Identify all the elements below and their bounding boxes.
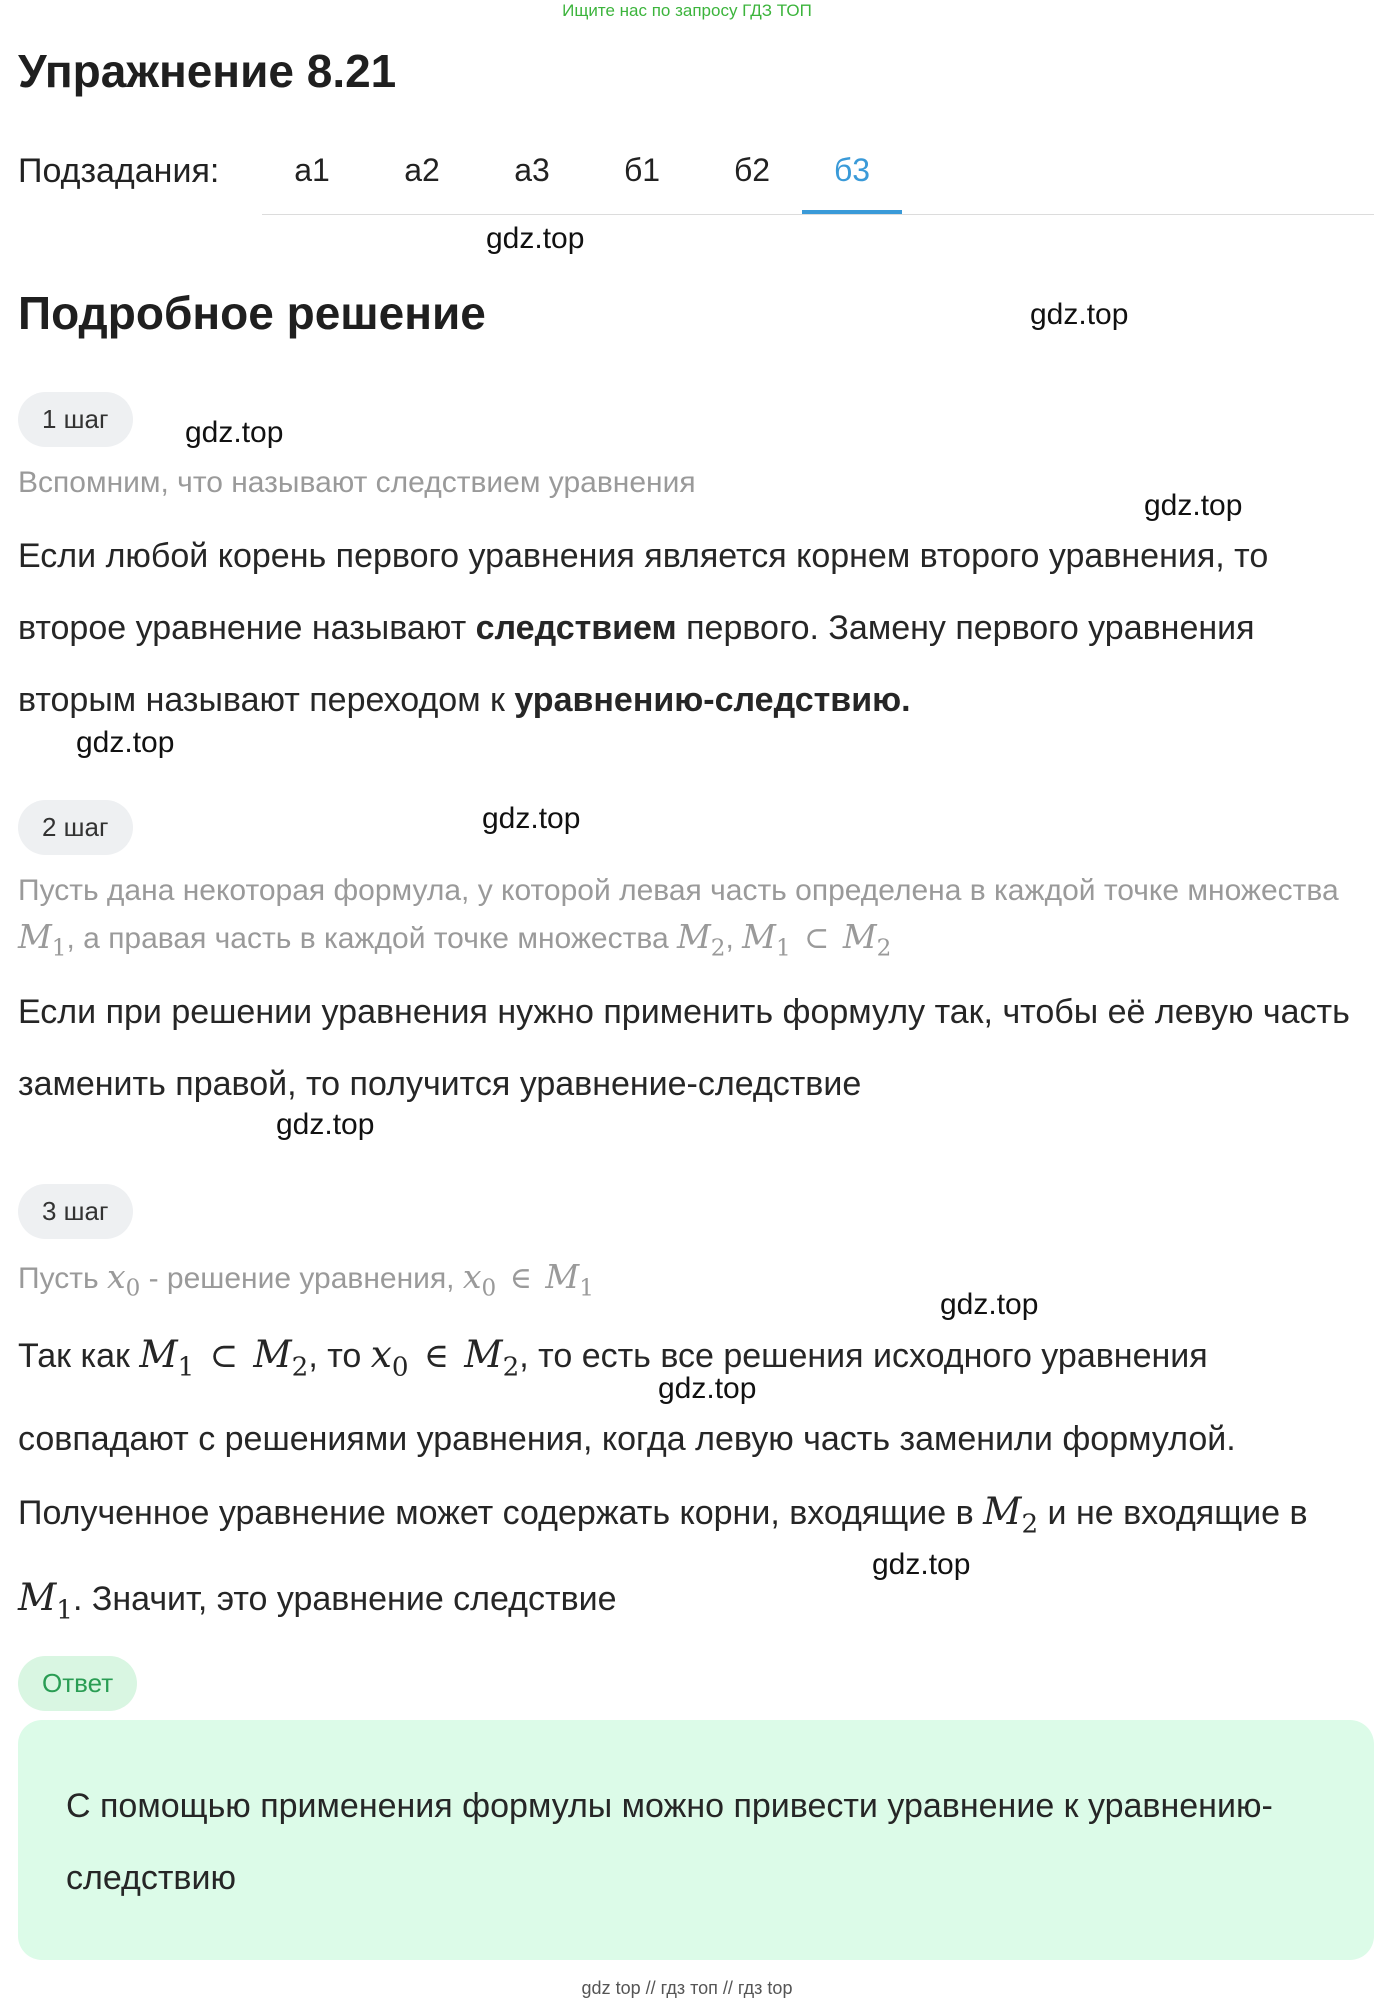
watermark: gdz.top [1144, 489, 1243, 522]
step-3-text: Так как $M_1$ ⊂ $M_2$, то $x_0$ ∈ $M_2$, то есть все решения исходного уравнения совпадают с решениями уравнения, когда левую часть заменили формулой. Полученное уравнение может содержать корни, входящие в $M_2$ и не входящие в $M_1$. Значит, это уравнение следствие [18, 1332, 1308, 1626]
step-2-badge: 2 шаг [18, 800, 133, 855]
tab-a3[interactable]: а3 [514, 152, 550, 188]
tab-b3[interactable]: б3 [802, 150, 902, 189]
bold-term: следствием [475, 609, 677, 647]
tab-a1[interactable]: а1 [294, 152, 330, 188]
watermark: gdz.top [940, 1288, 1039, 1321]
tab-a2[interactable]: а2 [404, 152, 440, 188]
step-3-hint: Пусть $x_0$ - решение уравнения, $x_0$ ∈ $M_1$ [18, 1257, 594, 1302]
step-1-badge: 1 шаг [18, 392, 133, 447]
answer-badge: Ответ [18, 1656, 137, 1711]
watermark: gdz.top [1030, 298, 1129, 331]
watermark: gdz.top [276, 1108, 375, 1141]
step-2-hint: Пусть дана некоторая формула, у которой левая часть определена в каждой точке множества $M_1$, а правая часть в каждой точке множества $M_2$, $M_1$ ⊂ $M_2$ [18, 874, 1339, 962]
top-banner: Ищите нас по запросу ГДЗ ТОП [562, 1, 812, 20]
step-2-text: Если при решении уравнения нужно применить формулу так, чтобы её левую часть заменить правой, то получится уравнение-следствие [18, 993, 1350, 1103]
watermark: gdz.top [482, 802, 581, 835]
tab-b2[interactable]: б2 [733, 152, 771, 188]
exercise-title: Упражнение 8.21 [18, 45, 397, 97]
bold-term: уравнению-следствию. [514, 681, 911, 719]
step-3-badge: 3 шаг [18, 1184, 133, 1239]
tab-b1[interactable]: б1 [623, 152, 661, 188]
step-1-text: Если любой корень первого уравнения является корнем второго уравнения, то второе уравнение называют следствием первого. Замену первого уравнения вторым называют переходом к уравнению-следствию. [18, 537, 1269, 719]
step-1-hint: Вспомним, что называют следствием уравнения [18, 466, 696, 499]
watermark: gdz.top [872, 1548, 971, 1581]
answer-text: С помощью применения формулы можно привести уравнение к уравнению-следствию [66, 1787, 1273, 1897]
watermark: gdz.top [486, 222, 585, 255]
watermark: gdz.top [658, 1372, 757, 1405]
answer-box [18, 1720, 1374, 1960]
subtask-tabs [262, 150, 1374, 215]
footer: gdz top // гдз топ // гдз top [581, 1978, 793, 1998]
section-title: Подробное решение [18, 287, 486, 339]
watermark: gdz.top [185, 416, 284, 449]
watermark: gdz.top [76, 726, 175, 759]
subtasks-label: Подзадания: [18, 152, 220, 190]
